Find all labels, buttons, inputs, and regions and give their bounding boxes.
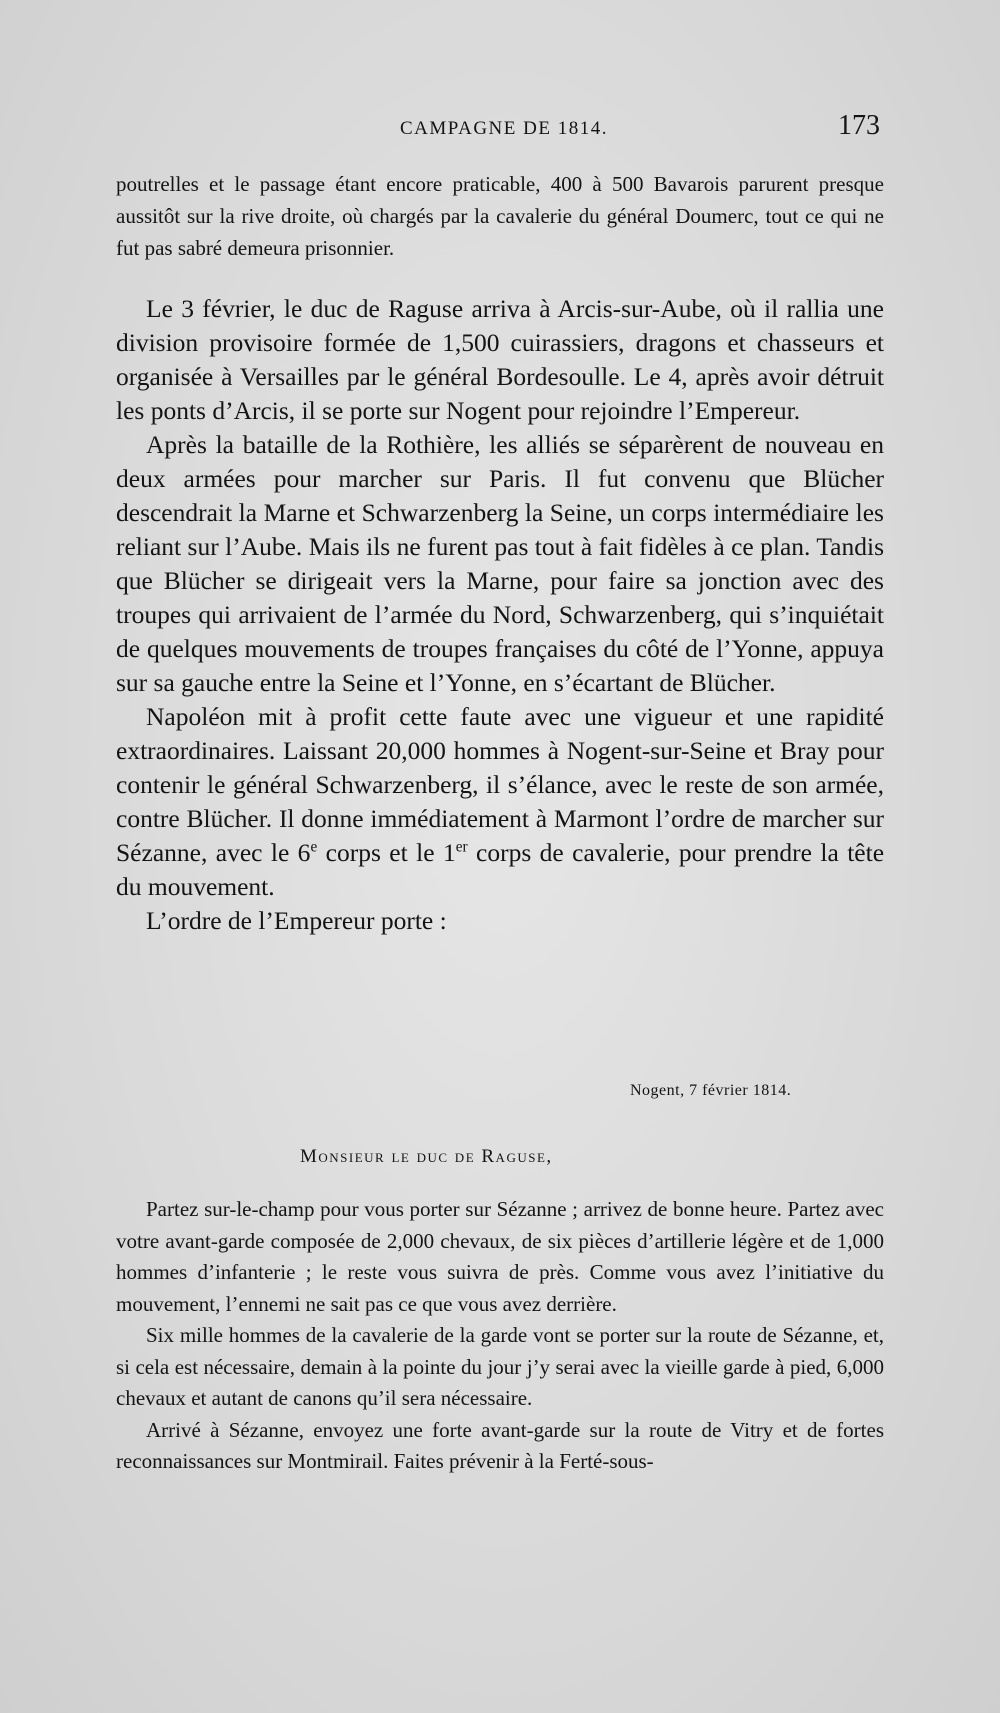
- header-title: CAMPAGNE DE 1814.: [400, 118, 608, 139]
- body-paragraph-3-part-2: corps et le 1: [317, 838, 456, 867]
- body-paragraph-1: Le 3 février, le duc de Raguse arriva à Arcis-sur-Aube, où il rallia une division provisoire formée de 1,500 cuirassiers, dragons et chasseurs et organisée à Versailles par le général Bordesoulle. Le 4, après avoir détruit les ponts d’Arcis, il se porte sur Nogent pour rejoindre l’Empereur.: [116, 294, 884, 425]
- superscript-e: e: [310, 838, 318, 856]
- superscript-er: er: [455, 838, 468, 856]
- intro-paragraph-block: [116, 168, 884, 264]
- letter-text: [116, 1194, 884, 1478]
- letter-dateline: Nogent, 7 février 1814.: [630, 1082, 792, 1099]
- body-paragraph-3: [116, 700, 884, 904]
- body-paragraph-3-part-3: corps de cavalerie, pour prendre la tête du mouvement.: [116, 838, 885, 901]
- running-header: [0, 110, 1000, 150]
- letter-paragraph-2: Six mille hommes de la cavalerie de la garde vont se porter sur la route de Sézanne, et, si cela est nécessaire, demain à la pointe du jour j’y serai avec la vieille garde à pied, 6,000 chevaux et autant de canons qu’il sera nécessaire.: [116, 1323, 884, 1410]
- main-text: [116, 292, 884, 938]
- page-number: 173: [838, 110, 880, 141]
- body-paragraph-2: Après la bataille de la Rothière, les alliés se séparèrent de nouveau en deux armées pour marcher sur Paris. Il fut convenu que Blücher descendrait la Marne et Schwarzenberg la Seine, un corps intermédiaire les reliant sur l’Aube. Mais ils ne furent pas tout à fait fidèles à ce plan. Tandis que Blücher se dirigeait vers la Marne, pour faire sa jonction avec des troupes qui arrivaient de l’armée du Nord, Schwarzenberg, qui s’inquiétait de quelques mouvements de troupes françaises du côté de l’Yonne, appuya sur sa gauche entre la Seine et l’Yonne, en s’écartant de Blücher.: [116, 430, 884, 697]
- letter-salutation: Monsieur le duc de Raguse,: [300, 1146, 553, 1167]
- letter-paragraph-1: Partez sur-le-champ pour vous porter sur Sézanne ; arrivez de bonne heure. Partez avec votre avant-garde composée de 2,000 chevaux, de six pièces d’artillerie légère et de 1,000 hommes d’infanterie ; le reste vous suivra de près. Comme vous avez l’initiative du mouvement, l’ennemi ne sait pas ce que vous avez derrière.: [116, 1197, 884, 1316]
- body-paragraph-4: L’ordre de l’Empereur porte :: [146, 906, 447, 935]
- body-paragraph-3-part-1: Napoléon mit à profit cette faute avec une vigueur et une rapidité extraordinaires. Laissant 20,000 hommes à Nogent-sur-Seine et Bray pour contenir le général Schwarzenberg, il s’élance, avec le reste de son armée, contre Blücher. Il donne immédiatement à Marmont l’ordre de marcher sur Sézanne, avec le 6: [116, 702, 884, 867]
- letter-paragraph-3: Arrivé à Sézanne, envoyez une forte avant-garde sur la route de Vitry et de fortes reconnaissances sur Montmirail. Faites prévenir à la Ferté-sous-: [116, 1417, 884, 1473]
- intro-paragraph: poutrelles et le passage étant encore praticable, 400 à 500 Bavarois parurent presque aussitôt sur la rive droite, où chargés par la cavalerie du général Doumerc, tout ce qui ne fut pas sabré demeura prisonnier.: [116, 172, 884, 260]
